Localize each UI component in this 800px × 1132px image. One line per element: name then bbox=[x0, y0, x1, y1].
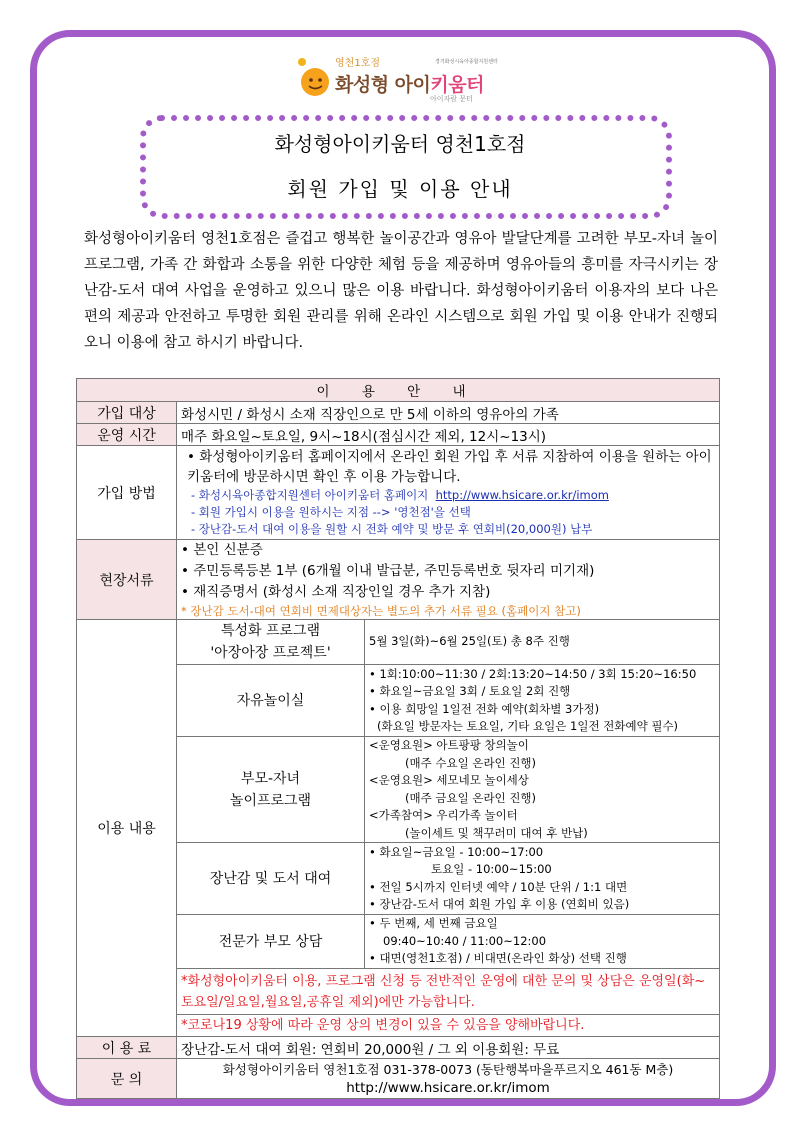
counsel-name: 전문가 부모 상담 bbox=[177, 915, 365, 969]
lending-detail bbox=[365, 843, 720, 915]
fee-label: 이 용 료 bbox=[77, 1037, 177, 1059]
usage-label: 이용 내용 bbox=[77, 620, 177, 1037]
logo bbox=[295, 52, 525, 107]
usage-notice-2: *코로나19 상황에 따라 운영 상의 변경이 있을 수 있음을 양해바랍니다. bbox=[177, 1015, 720, 1037]
free-play-extra: (화요일 방문자는 토요일, 기타 요일은 1일전 전화예약 필수) bbox=[377, 719, 679, 733]
special-name-1: 특성화 프로그램 bbox=[220, 623, 321, 639]
counsel-line-2-text: 대면(영천1호점) / 비대면(온라인 화상) 선택 진행 bbox=[379, 951, 627, 966]
program-line: <가족참여> 우리가족 놀이터 bbox=[369, 808, 518, 822]
lending-line-1-text: 화요일~금요일 - 10:00~17:00 bbox=[379, 844, 544, 859]
program-line: (매주 금요일 온라인 진행) bbox=[405, 790, 537, 805]
table-header: 이 용 안 내 bbox=[77, 379, 720, 402]
sun-child-logo-icon bbox=[295, 54, 335, 104]
free-play-item: • 1회:10:00~11:30 / 2회:13:20~14:50 / 3회 15:20~16:50 bbox=[369, 666, 715, 684]
special-name-2: '아장아장 프로젝트' bbox=[210, 645, 331, 661]
contact-line-1: 화성형아이키움터 영천1호점 031-378-0073 (동탄행복마을푸르지오 461동 M층) bbox=[222, 1061, 674, 1077]
logo-text-a: 화성형 아이 bbox=[335, 74, 431, 96]
lending-list bbox=[369, 879, 715, 914]
join-note-1-text: - 화성시육아종합지원센터 아이키움터 홈페이지 bbox=[191, 488, 429, 502]
docs-label: 현장서류 bbox=[77, 540, 177, 620]
lending-line-1b: 토요일 - 10:00~15:00 bbox=[431, 862, 552, 876]
program-line: <운영요원> 세모네모 놀이세상 bbox=[369, 773, 529, 787]
docs-item: • 본인 신분증 bbox=[181, 540, 715, 561]
docs-item: • 재직증명서 (화성시 소재 직장인일 경우 추가 지참) bbox=[181, 582, 715, 603]
program-line: (매주 수요일 온라인 진행) bbox=[405, 755, 537, 770]
join-bullet: • 화성형아이키움터 홈페이지에서 온라인 회원 가입 후 서류 지참하여 이용을 원하는 아이키움터에 방문하시면 확인 후 이용 가능합니다. bbox=[187, 449, 712, 485]
free-play-detail bbox=[365, 665, 720, 737]
contact-label: 문 의 bbox=[77, 1059, 177, 1099]
free-play-name: 자유놀이실 bbox=[177, 665, 365, 737]
contact-value bbox=[177, 1059, 720, 1099]
hours-label: 운영 시간 bbox=[77, 424, 177, 446]
free-play-item: • 이용 희망일 1일전 전화 예약(회차별 3가정) bbox=[369, 701, 715, 719]
page-subtitle: 회원 가입 및 이용 안내 bbox=[287, 177, 513, 201]
docs-item: • 주민등록등본 1부 (6개월 이내 발급분, 주민등록번호 뒷자리 미기재) bbox=[181, 561, 715, 582]
fee-value: 장난감-도서 대여 회원: 연회비 20,000원 / 그 외 이용회원: 무료 bbox=[177, 1037, 720, 1059]
special-program-name bbox=[177, 620, 365, 665]
contact-url[interactable]: http://www.hsicare.or.kr/imom bbox=[346, 1079, 550, 1096]
counsel-line-1b: 09:40~10:40 / 11:00~12:00 bbox=[383, 933, 547, 948]
lending-name: 장난감 및 도서 대여 bbox=[177, 843, 365, 915]
parent-child-name bbox=[177, 737, 365, 843]
logo-branch: 영천1호점 bbox=[335, 58, 381, 69]
info-table bbox=[76, 378, 720, 1099]
logo-org: 경기화성시육아종합지원센터 bbox=[435, 59, 498, 65]
logo-text-b: 키움터 bbox=[430, 74, 484, 96]
parent-child-detail bbox=[365, 737, 720, 843]
docs-note: * 장난감 도서-대여 연회비 면제대상자는 별도의 추가 서류 필요 (홈페이지 참고) bbox=[181, 604, 581, 618]
counsel-line-1-text: 두 번째, 세 번째 금요일 bbox=[379, 916, 498, 931]
counsel-detail bbox=[365, 915, 720, 969]
docs-list bbox=[181, 540, 715, 603]
counsel-line-1: • 두 번째, 세 번째 금요일 bbox=[369, 916, 498, 931]
intro-paragraph: 화성형아이키움터 영천1호점은 즐겁고 행복한 놀이공간과 영유아 발달단계를 고려한 부모-자녀 놀이프로그램, 가족 간 화합과 소통을 위한 다양한 체험 등을 제공하며 영유아들의 흥미를 자극시키는 장난감-도서 대여 사업을 운영하고 있으니 많은 이용 바랍니다. 화성형아이키움터 이용자의 보다 나은 편의 제공과 안전하고 투명한 회원 관리를 위해 온라인 시스템으로 회원 가입 및 이용 안내가 진행되오니 이용에 참고 하시기 바랍니다. bbox=[84, 231, 718, 351]
docs-content bbox=[177, 540, 720, 620]
lending-item: • 전일 5시까지 인터넷 예약 / 10분 단위 / 1:1 대면 bbox=[369, 879, 715, 897]
parent-child-name-1: 부모-자녀 bbox=[240, 770, 301, 787]
free-play-list bbox=[369, 666, 715, 719]
target-value: 화성시민 / 화성시 소재 직장인으로 만 5세 이하의 영유아의 가족 bbox=[177, 402, 720, 424]
target-label: 가입 대상 bbox=[77, 402, 177, 424]
parent-child-name-2: 놀이프로그램 bbox=[229, 792, 312, 809]
counsel-line-2: • 대면(영천1호점) / 비대면(온라인 화상) 선택 진행 bbox=[369, 951, 627, 966]
homepage-link[interactable]: http://www.hsicare.or.kr/imom bbox=[435, 488, 609, 502]
join-label: 가입 방법 bbox=[77, 446, 177, 540]
hours-value: 매주 화요일~토요일, 9시~18시(점심시간 제외, 12시~13시) bbox=[177, 424, 720, 446]
program-line: <운영요원> 아트팡팡 창의놀이 bbox=[369, 738, 529, 752]
usage-notice-1: *화성형아이키움터 이용, 프로그램 신청 등 전반적인 운영에 대한 문의 및 상담은 운영일(화~토요일/일요일,월요일,공휴일 제외)에만 가능합니다. bbox=[177, 969, 720, 1015]
join-note-1 bbox=[181, 487, 715, 504]
logo-text bbox=[335, 70, 484, 97]
join-note-2: - 회원 가입시 이용을 원하시는 지점 --> '영천점'을 선택 bbox=[191, 505, 471, 519]
join-note-3: - 장난감-도서 대여 이용을 원할 시 전화 예약 및 방문 후 연회비(20,000원) 납부 bbox=[191, 522, 593, 536]
lending-line-1: • 화요일~금요일 - 10:00~17:00 bbox=[369, 844, 544, 859]
special-program-detail: 5월 3일(화)~6월 25일(토) 총 8주 진행 bbox=[365, 620, 720, 665]
free-play-item: • 화요일~금요일 3회 / 토요일 2회 진행 bbox=[369, 683, 715, 701]
lending-item: • 장난감-도서 대여 회원 가입 후 이용 (연회비 있음) bbox=[369, 896, 715, 914]
program-line: (놀이세트 및 책꾸러미 대여 후 반납) bbox=[405, 825, 588, 840]
page-title: 화성형아이키움터 영천1호점 bbox=[274, 132, 526, 156]
join-content bbox=[177, 446, 720, 540]
join-bullet-text: 화성형아이키움터 홈페이지에서 온라인 회원 가입 후 서류 지참하여 이용을 원하는 아이키움터에 방문하시면 확인 후 이용 가능합니다. bbox=[187, 449, 712, 485]
logo-subtext: 아이자람 문터 bbox=[430, 95, 473, 103]
